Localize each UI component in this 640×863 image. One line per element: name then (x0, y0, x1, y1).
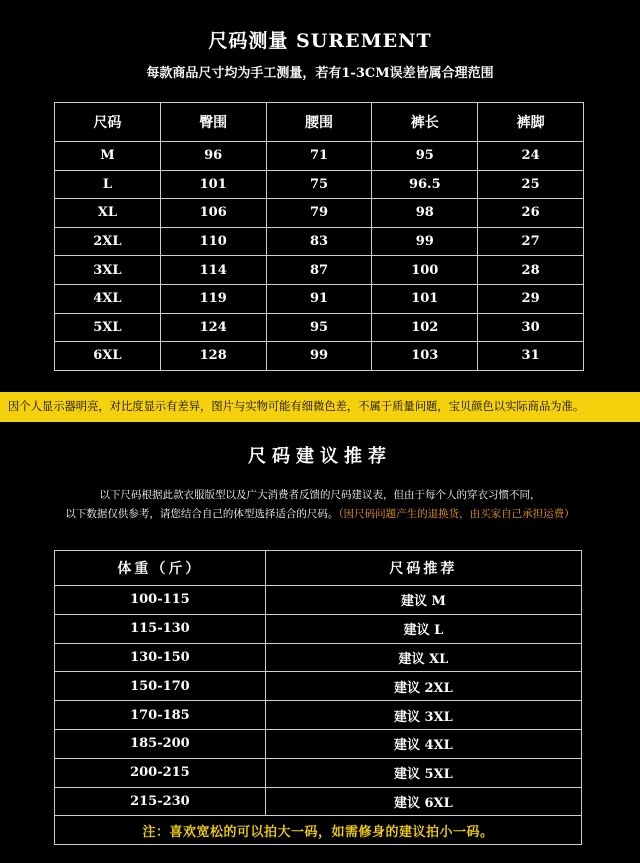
table-cell: 83 (266, 227, 372, 256)
table-row (55, 313, 584, 342)
table-cell: L (55, 170, 161, 199)
recommended-size-cell: 建议 M (265, 586, 581, 615)
recommended-size-cell: 建议 XL (265, 643, 581, 672)
table-row (55, 284, 584, 313)
table-cell: 28 (478, 256, 584, 285)
weight-range-cell: 170-185 (55, 701, 266, 730)
table-cell: 91 (266, 284, 372, 313)
table-row (55, 586, 582, 615)
table-cell: 71 (266, 142, 372, 171)
table-cell: 99 (372, 227, 478, 256)
size-table-header-row (55, 103, 584, 142)
weight-range-cell: 185-200 (55, 729, 266, 758)
footer-note-row (55, 816, 582, 845)
table-cell: XL (55, 199, 161, 228)
table-cell: 26 (478, 199, 584, 228)
table-cell: 100 (372, 256, 478, 285)
table-cell: 25 (478, 170, 584, 199)
weight-range-cell: 130-150 (55, 643, 266, 672)
table-cell: 110 (160, 227, 266, 256)
table-cell: M (55, 142, 161, 171)
table-cell: 3XL (55, 256, 161, 285)
table-cell: 101 (372, 284, 478, 313)
table-cell: 114 (160, 256, 266, 285)
recommend-table-header-row (55, 551, 582, 586)
table-row (55, 170, 584, 199)
table-row (55, 142, 584, 171)
recommended-size-cell: 建议 2XL (265, 672, 581, 701)
recommend-desc-text: 以下数据仅供参考，请您结合自己的体型选择适合的尺码。 (65, 508, 339, 520)
measure-title: 尺码测量 SUREMENT (208, 30, 432, 52)
table-row (55, 672, 582, 701)
weight-range-cell: 215-230 (55, 787, 266, 816)
recommended-size-cell: 建议 3XL (265, 701, 581, 730)
header-length: 裤长 (372, 103, 478, 142)
table-cell: 124 (160, 313, 266, 342)
table-cell: 5XL (55, 313, 161, 342)
header-leg-opening: 裤脚 (478, 103, 584, 142)
table-cell: 29 (478, 284, 584, 313)
table-cell: 101 (160, 170, 266, 199)
table-row (55, 614, 582, 643)
table-cell: 96.5 (372, 170, 478, 199)
table-row (55, 729, 582, 758)
footer-note: 注：喜欢宽松的可以拍大一码，如需修身的建议拍小一码。 (55, 816, 582, 845)
table-row (55, 199, 584, 228)
weight-range-cell: 200-215 (55, 758, 266, 787)
table-row (55, 758, 582, 787)
table-row (55, 227, 584, 256)
header-recommend: 尺码推荐 (265, 551, 581, 586)
table-row (55, 643, 582, 672)
size-measurement-table (54, 102, 584, 371)
recommend-title: 尺码建议推荐 (248, 446, 392, 467)
return-shipping-note: （因尺码问题产生的退换货，由买家自己承担运费） (338, 508, 575, 520)
table-cell: 27 (478, 227, 584, 256)
table-cell: 106 (160, 199, 266, 228)
table-cell: 75 (266, 170, 372, 199)
table-row (55, 256, 584, 285)
recommend-desc-line2 (0, 506, 640, 521)
table-cell: 98 (372, 199, 478, 228)
recommended-size-cell: 建议 4XL (265, 729, 581, 758)
table-cell: 87 (266, 256, 372, 285)
table-cell: 102 (372, 313, 478, 342)
table-cell: 4XL (55, 284, 161, 313)
table-cell: 30 (478, 313, 584, 342)
table-row (55, 701, 582, 730)
recommended-size-cell: 建议 6XL (265, 787, 581, 816)
table-cell: 2XL (55, 227, 161, 256)
weight-range-cell: 150-170 (55, 672, 266, 701)
table-cell: 24 (478, 142, 584, 171)
table-cell: 128 (160, 342, 266, 371)
recommended-size-cell: 建议 5XL (265, 758, 581, 787)
table-cell: 103 (372, 342, 478, 371)
table-row (55, 787, 582, 816)
table-cell: 95 (372, 142, 478, 171)
recommended-size-cell: 建议 L (265, 614, 581, 643)
header-waist: 腰围 (266, 103, 372, 142)
measure-subtitle: 每款商品尺寸均为手工测量，若有1-3CM误差皆属合理范围 (146, 66, 494, 81)
color-disclaimer-banner: 因个人显示器明亮，对比度显示有差异，图片与实物可能有细微色差，不属于质量问题，宝贝颜色以实际商品为准。 (0, 392, 640, 422)
header-weight: 体重（斤） (55, 551, 266, 586)
table-cell: 79 (266, 199, 372, 228)
weight-range-cell: 115-130 (55, 614, 266, 643)
table-cell: 119 (160, 284, 266, 313)
table-row (55, 342, 584, 371)
table-cell: 96 (160, 142, 266, 171)
weight-range-cell: 100-115 (55, 586, 266, 615)
recommend-desc-line1: 以下尺码根据此款衣服版型以及广大消费者反馈的尺码建议表，但由于每个人的穿衣习惯不同， (99, 489, 541, 501)
header-size: 尺码 (55, 103, 161, 142)
table-cell: 6XL (55, 342, 161, 371)
size-recommend-table (54, 550, 582, 845)
header-hip: 臀围 (160, 103, 266, 142)
table-cell: 31 (478, 342, 584, 371)
table-cell: 99 (266, 342, 372, 371)
table-cell: 95 (266, 313, 372, 342)
